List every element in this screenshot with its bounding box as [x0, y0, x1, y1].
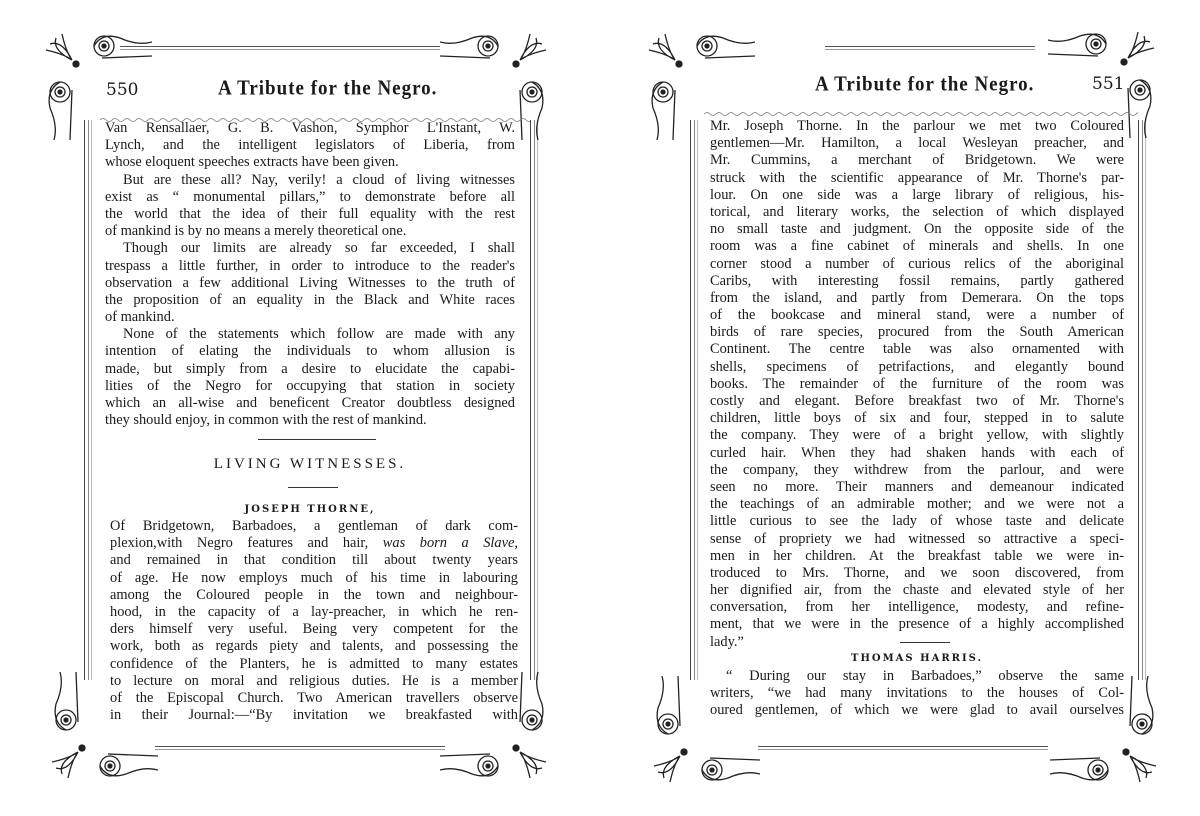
- text-line: books. The remainder of the furniture of the room was: [710, 375, 1124, 392]
- text-line: the teachings of an admirable mother; and we were not a: [710, 496, 1124, 513]
- text-line: shells, specimens of petrifactions, and elegantly bound: [710, 358, 1124, 375]
- frame-top-rule: [825, 46, 1035, 47]
- right-subsection-text: [710, 668, 1124, 720]
- frame-right-rule: [1138, 120, 1139, 680]
- left-body-text: [105, 120, 515, 429]
- text-line: in their Journal:—“By invitation we breakfasted with: [110, 707, 518, 724]
- text-line: the proposition of an equality in the Black and White races: [105, 291, 515, 308]
- text-line: which an all-wise and beneficent Creator doubtless designed: [105, 395, 515, 411]
- text-line: struck with the scientific appearance of Mr. Thorne's par-: [710, 169, 1124, 186]
- text-line: to lecture on moral and religious duties. He is a member: [110, 672, 518, 689]
- frame-left-rule: [84, 120, 85, 680]
- text-line: intention of elating the individuals to whom allusion is: [105, 343, 515, 360]
- text-line: made, but simply from a desire to elucidate the capabi-: [105, 360, 515, 377]
- text-line: they should enjoy, in common with the rest of mankind.: [105, 412, 427, 429]
- text-line: torical, and literary works, the selection of which displayed: [710, 203, 1124, 220]
- text-line: of age. He now employs much of his time in labouring: [110, 569, 518, 586]
- text-line: writers, “we had many invitations to the houses of Col-: [710, 685, 1124, 702]
- text-line: birds of rare species, procured from the South American: [710, 324, 1124, 341]
- frame-bottom-rule: [758, 746, 1048, 747]
- text-line: trespass a little further, in order to introduce to the reader's: [105, 257, 515, 274]
- text-line: and remained in that condition till about twenty years: [110, 552, 518, 569]
- text-line: of mankind is by no means a merely theoretical one.: [105, 223, 407, 240]
- text-line: “ During our stay in Barbadoes,” observe the same: [726, 668, 1124, 684]
- text-line: Van Rensallaer, G. B. Vashon, Symphor L'Instant, W.: [105, 120, 515, 136]
- text-line: None of the statements which follow are made with any: [123, 326, 515, 343]
- text-line: Continent. The centre table was also ornamented with: [710, 341, 1124, 358]
- page-number: 551: [1092, 74, 1125, 94]
- frame-right-rule: [530, 120, 531, 680]
- running-title: A Tribute for the Negro.: [815, 72, 1035, 96]
- text-line: of mankind.: [105, 309, 175, 326]
- running-title: A Tribute for the Negro.: [218, 76, 438, 100]
- text-line: hood, in the capacity of a lay-preacher, in which he ren-: [110, 603, 518, 620]
- text-line: no small taste and judgment. On the opposite side of the: [710, 221, 1124, 238]
- text-line: confidence of the Planters, he is admitted to many estates: [110, 655, 518, 672]
- frame-bottom-rule: [155, 746, 445, 747]
- emphasis-text: was born a Slave: [382, 535, 515, 552]
- text-line: Of Bridgetown, Barbadoes, a gentleman of dark com-: [110, 518, 518, 534]
- text-line: Mr. Cummins, a merchant of Bridgetown. We were: [710, 152, 1124, 169]
- page-number: 550: [106, 80, 139, 100]
- text-line: of the Episcopal Church. Two American travellers observe: [110, 689, 518, 706]
- text-line: oured gentlemen, of which we were glad to avail ourselves: [710, 702, 1124, 719]
- text-line: lities of the Negro for occupying that station in society: [105, 377, 515, 394]
- frame-top-rule: [120, 46, 440, 47]
- text-line: seen no more. Their manners and demeanour indicated: [710, 478, 1124, 495]
- text-line: ders himself very useful. Being very competent for the: [110, 621, 518, 638]
- subsection-title: JOSEPH THORNE,: [244, 504, 376, 515]
- text-line: corner stood a number of curious relics of the aboriginal: [710, 255, 1124, 272]
- text-line: little curious to see the lady of whose taste and delicate: [710, 513, 1124, 530]
- text-line: of the bookcase and mineral stand, were a number of: [710, 307, 1124, 324]
- right-body-text: [710, 118, 1124, 651]
- section-divider: [900, 642, 950, 643]
- text-line: children, little boys of six and four, stepped in to salute: [710, 410, 1124, 427]
- text-line: Mr. Joseph Thorne. In the parlour we met two Coloured: [710, 118, 1124, 134]
- text-line: conversation, from her intelligence, modesty, and refine-: [710, 599, 1124, 616]
- section-divider: [288, 487, 338, 488]
- text-line: from the island, and partly from Demerara. On the tops: [710, 289, 1124, 306]
- text-line: among the Coloured people in the town and neighbour-: [110, 586, 518, 603]
- text-line: exist as “ monumental pillars,” to demonstrate before all: [105, 188, 515, 205]
- text-line: the world that the idea of their full equality with the rest: [105, 205, 515, 222]
- left-subsection-text: [110, 518, 518, 724]
- text-line: her dignified air, from the chaste and elevated style of her: [710, 582, 1124, 599]
- header-wavy-rule: [100, 108, 530, 114]
- frame-left-rule: [690, 120, 691, 680]
- text-line: room was a fine cabinet of minerals and shells. In one: [710, 238, 1124, 255]
- text-line: Though our limits are already so far exceeded, I shall: [123, 240, 515, 257]
- text-line: Caribs, with interesting fossil remains, partly gathered: [710, 272, 1124, 289]
- text-line: curled hair. When they had shaken hands with each of: [710, 444, 1124, 461]
- text-line: plexion,with Negro features and hair, was born a Slave,: [110, 535, 519, 552]
- text-line: But are these all? Nay, verily! a cloud of living witnesses: [123, 171, 515, 188]
- text-line: the company. They were of a bright yellow, with slightly: [710, 427, 1124, 444]
- subsection-title: THOMAS HARRIS.: [851, 653, 983, 664]
- text-line: whose eloquent speeches extracts have been given.: [105, 154, 399, 171]
- text-line: lady.”: [710, 633, 744, 650]
- right-page: [600, 0, 1200, 816]
- text-line: work, both as regards piety and talents, and possessing the: [110, 638, 518, 655]
- text-line: lour. On one side was a large library of religious, his-: [710, 186, 1124, 203]
- header-wavy-rule: [704, 102, 1138, 108]
- section-divider: [258, 439, 376, 440]
- text-line: the company, they withdrew from the parlour, and were: [710, 461, 1124, 478]
- text-line: sense of propriety we had witnessed so attractive a speci-: [710, 530, 1124, 547]
- section-title: LIVING WITNESSES.: [213, 456, 407, 472]
- text-line: men in her children. At the breakfast table we were in-: [710, 547, 1124, 564]
- text-line: observation a few additional Living Witnesses to the truth of: [105, 274, 515, 291]
- text-line: troduced to Mrs. Thorne, and we soon discovered, from: [710, 564, 1124, 581]
- text-line: gentlemen—Mr. Hamilton, a local Wesleyan preacher, and: [710, 135, 1124, 152]
- text-line: Lynch, and the intelligent legislators of Liberia, from: [105, 137, 515, 154]
- text-line: costly and elegant. Before breakfast two of Mr. Thorne's: [710, 393, 1124, 409]
- text-line: ment, that we were in the presence of a highly accomplished: [710, 616, 1124, 633]
